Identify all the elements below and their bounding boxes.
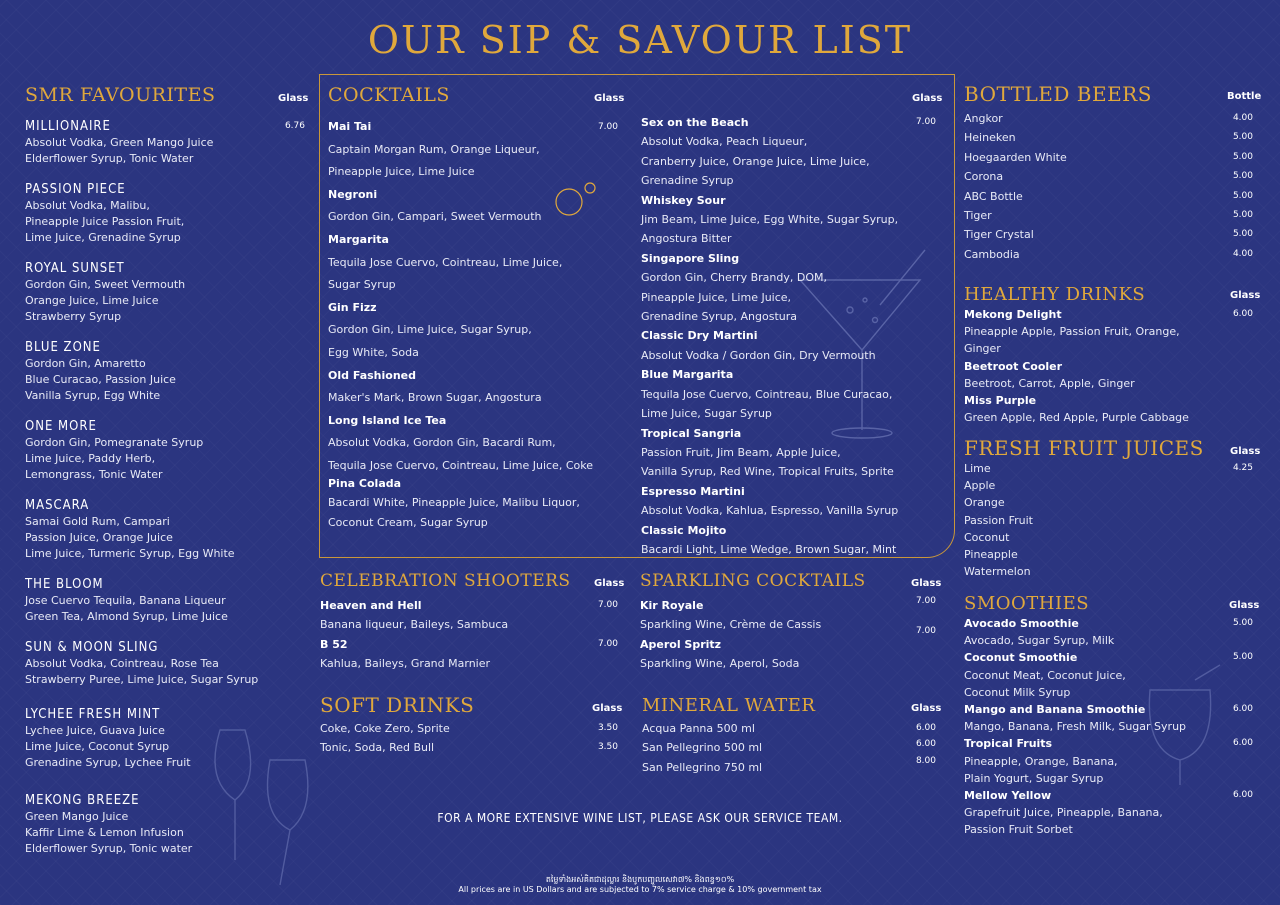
cocktail-ingredients: Jim Beam, Lime Juice, Egg White, Sugar Syrup, — [641, 213, 899, 227]
cocktail-item — [641, 249, 936, 327]
cocktail-item — [328, 184, 618, 229]
shooter-name: Heaven and Hell — [320, 599, 422, 612]
favourite-item — [25, 419, 305, 482]
mineral-water-title: MINERAL WATER — [642, 695, 816, 716]
beer-name: ABC Bottle — [964, 189, 1023, 203]
cocktail-ingredients: Egg White, Soda — [328, 345, 419, 359]
cocktail-ingredients: Bacardi White, Pineapple Juice, Malibu Liquor, — [328, 496, 580, 510]
juice-item — [964, 546, 1253, 563]
sparkling-unit: Glass — [911, 578, 942, 589]
beer-name: Tiger — [964, 209, 992, 223]
favourite-line: Lemongrass, Tonic Water — [25, 467, 163, 481]
favourite-line: Passion Juice, Orange Juice — [25, 530, 173, 544]
favourite-name: BLUE ZONE — [25, 340, 101, 355]
favourites-unit: Glass — [278, 93, 309, 104]
shooters-title: CELEBRATION SHOOTERS — [320, 571, 571, 591]
cocktail-name: Negroni — [328, 187, 378, 201]
favourite-line: Jose Cuervo Tequila, Banana Liqueur — [25, 594, 226, 607]
cocktail-ingredients: Bacardi Light, Lime Wedge, Brown Sugar, Mint — [641, 542, 897, 556]
sparkling-title: SPARKLING COCKTAILS — [640, 571, 866, 591]
cocktail-name: Old Fashioned — [328, 368, 416, 382]
cocktail-item — [328, 474, 618, 532]
mineral-name: Acqua Panna 500 ml — [642, 722, 755, 735]
favourite-line: Kaffir Lime & Lemon Infusion — [25, 825, 184, 839]
soft-drinks-title: SOFT DRINKS — [320, 693, 475, 717]
favourite-item — [25, 340, 305, 403]
cocktail-name: Espresso Martini — [641, 484, 745, 498]
beer-price: 5.00 — [1232, 171, 1253, 182]
smoothie-price: 6.00 — [1232, 738, 1253, 749]
favourite-line: Lime Juice, Turmeric Syrup, Egg White — [25, 546, 235, 560]
smoothie-price: 5.00 — [1232, 652, 1253, 663]
favourite-name: PASSION PIECE — [25, 182, 126, 197]
favourite-line: Orange Juice, Lime Juice — [25, 293, 159, 307]
healthy-drinks-title: HEALTHY DRINKS — [964, 284, 1146, 305]
soft-drinks-list — [320, 719, 618, 758]
cocktail-item — [641, 521, 936, 560]
beer-item — [964, 148, 1253, 167]
favourite-line: Gordon Gin, Amaretto — [25, 357, 146, 370]
beer-item — [964, 187, 1253, 206]
favourite-line: Lime Juice, Paddy Herb, — [25, 451, 156, 465]
favourite-line: Pineapple Juice Passion Fruit, — [25, 214, 185, 228]
juices-unit: Glass — [1230, 446, 1261, 457]
cocktail-name: Singapore Sling — [641, 251, 740, 265]
cocktail-ingredients: Absolut Vodka, Gordon Gin, Bacardi Rum, — [328, 436, 556, 450]
smoothie-item — [964, 735, 1253, 787]
cocktail-item — [641, 424, 936, 482]
shooter-price: 7.00 — [597, 638, 618, 649]
smoothie-ingredients: Plain Yogurt, Sugar Syrup — [964, 771, 1104, 785]
cocktails-left-column — [328, 116, 618, 478]
cocktail-ingredients: Absolut Vodka / Gordon Gin, Dry Vermouth — [641, 348, 876, 362]
cocktail-price: 7.00 — [915, 117, 936, 127]
healthy-name: Mekong Delight — [964, 308, 1062, 321]
favourite-line: Grenadine Syrup, Lychee Fruit — [25, 755, 191, 769]
beer-name: Cambodia — [964, 247, 1020, 261]
juice-item — [964, 529, 1253, 546]
cocktail-item — [328, 297, 618, 365]
beer-item — [964, 167, 1253, 186]
smoothie-name: Tropical Fruits — [964, 737, 1053, 751]
cocktail-item — [641, 365, 936, 423]
favourite-name: MASCARA — [25, 498, 90, 513]
cocktail-ingredients: Vanilla Syrup, Red Wine, Tropical Fruits, Sprite — [641, 465, 894, 479]
cocktail-price: 7.00 — [597, 122, 618, 132]
favourite-item — [25, 640, 305, 688]
cocktail-ingredients: Pineapple Juice, Lime Juice — [328, 165, 475, 179]
beer-name: Angkor — [964, 112, 1003, 125]
cocktails-title: COCKTAILS — [328, 84, 450, 106]
favourite-line: Vanilla Syrup, Egg White — [25, 388, 161, 402]
healthy-drinks-list — [964, 306, 1253, 426]
healthy-item — [964, 306, 1253, 358]
shooter-name: B 52 — [320, 637, 348, 651]
sparkling-ingredients: Sparkling Wine, Aperol, Soda — [640, 657, 800, 671]
smoothie-item — [964, 649, 1253, 701]
healthy-ingredients: Beetroot, Carrot, Apple, Ginger — [964, 376, 1135, 390]
beer-name: Heineken — [964, 131, 1016, 145]
cocktail-ingredients: Tequila Jose Cuervo, Cointreau, Lime Juice, Coke — [328, 458, 593, 472]
juice-name: Lime — [964, 462, 991, 475]
cocktails-unit-right: Glass — [912, 93, 943, 104]
cocktail-ingredients: Cranberry Juice, Orange Juice, Lime Juice, — [641, 154, 870, 168]
beer-item — [964, 206, 1253, 225]
cocktail-item — [641, 191, 936, 249]
healthy-item — [964, 392, 1253, 426]
cocktails-unit-left: Glass — [594, 93, 625, 104]
shooter-item — [320, 596, 618, 635]
juice-name: Passion Fruit — [964, 513, 1033, 527]
beer-item — [964, 245, 1253, 264]
cocktails-right-column — [641, 113, 936, 559]
favourite-line: Blue Curacao, Passion Juice — [25, 372, 176, 386]
juices-list — [964, 460, 1253, 580]
cocktail-name: Long Island Ice Tea — [328, 413, 447, 427]
favourite-line: Samai Gold Rum, Campari — [25, 515, 170, 528]
favourite-line: Strawberry Puree, Lime Juice, Sugar Syrup — [25, 672, 259, 686]
sparkling-name: Aperol Spritz — [640, 637, 722, 651]
cocktail-name: Classic Dry Martini — [641, 329, 758, 343]
favourite-item — [25, 577, 305, 625]
cocktail-ingredients: Absolut Vodka, Peach Liqueur, — [641, 135, 808, 149]
soft-drink-name: Tonic, Soda, Red Bull — [320, 741, 435, 755]
favourite-item — [25, 707, 305, 770]
cocktail-ingredients: Pineapple Juice, Lime Juice, — [641, 290, 792, 304]
juice-name: Coconut — [964, 530, 1010, 544]
cocktail-name: Classic Mojito — [641, 523, 727, 537]
soft-drink-name: Coke, Coke Zero, Sprite — [320, 722, 450, 735]
cocktail-ingredients: Absolut Vodka, Kahlua, Espresso, Vanilla Syrup — [641, 504, 899, 518]
soft-drink-item — [320, 719, 618, 738]
mineral-item — [642, 738, 936, 757]
juice-price: 4.25 — [1232, 463, 1253, 473]
soft-drink-price: 3.50 — [597, 742, 618, 753]
cocktail-ingredients: Captain Morgan Rum, Orange Liqueur, — [328, 142, 540, 156]
favourite-item — [25, 498, 305, 561]
beers-list — [964, 109, 1253, 264]
beer-price: 4.00 — [1232, 113, 1253, 123]
cocktail-ingredients: Sugar Syrup — [328, 278, 396, 292]
mineral-water-unit: Glass — [911, 703, 942, 714]
smoothies-title: SMOOTHIES — [964, 593, 1090, 614]
favourite-line: Lime Juice, Coconut Syrup — [25, 739, 170, 753]
beer-item — [964, 109, 1253, 128]
juice-name: Pineapple — [964, 548, 1018, 562]
cocktail-ingredients: Gordon Gin, Cherry Brandy, DOM, — [641, 271, 827, 285]
menu-title: OUR SIP & SAVOUR LIST — [367, 18, 913, 62]
favourite-line: Green Tea, Almond Syrup, Lime Juice — [25, 609, 228, 623]
smoothie-ingredients: Coconut Meat, Coconut Juice, — [964, 668, 1126, 682]
juices-title: FRESH FRUIT JUICES — [964, 436, 1204, 460]
healthy-name: Miss Purple — [964, 394, 1037, 408]
favourite-line: Elderflower Syrup, Tonic water — [25, 841, 193, 855]
soft-drinks-unit: Glass — [592, 703, 623, 714]
mineral-item — [642, 719, 936, 738]
favourite-line: Lime Juice, Grenadine Syrup — [25, 230, 181, 244]
cocktail-name: Tropical Sangria — [641, 426, 742, 440]
smoothie-item — [964, 701, 1253, 735]
cocktail-ingredients: Angostura Bitter — [641, 232, 732, 246]
favourite-line: Strawberry Syrup — [25, 309, 122, 323]
smoothie-ingredients: Coconut Milk Syrup — [964, 685, 1071, 699]
juice-item — [964, 563, 1253, 580]
favourite-line: Absolut Vodka, Cointreau, Rose Tea — [25, 657, 219, 670]
favourite-name: LYCHEE FRESH MINT — [25, 707, 161, 722]
favourite-line: Elderflower Syrup, Tonic Water — [25, 151, 194, 165]
cocktails-left-column-tail — [328, 474, 618, 532]
smoothie-name: Mango and Banana Smoothie — [964, 703, 1146, 717]
juice-name: Watermelon — [964, 565, 1031, 579]
mineral-price: 8.00 — [915, 755, 936, 766]
sparkling-price: 7.00 — [915, 596, 936, 606]
cocktail-ingredients: Grenadine Syrup — [641, 174, 734, 188]
shooter-ingredients: Kahlua, Baileys, Grand Marnier — [320, 657, 491, 671]
smoothie-price: 6.00 — [1232, 704, 1253, 715]
shooter-price: 7.00 — [597, 600, 618, 610]
juice-name: Apple — [964, 479, 996, 493]
favourite-line: Absolut Vodka, Malibu, — [25, 199, 150, 212]
smoothie-item — [964, 615, 1253, 649]
smoothie-name: Avocado Smoothie — [964, 617, 1079, 630]
smoothie-ingredients: Avocado, Sugar Syrup, Milk — [964, 634, 1115, 648]
cocktail-name: Gin Fizz — [328, 300, 377, 314]
beer-name: Tiger Crystal — [964, 228, 1034, 242]
healthy-item — [964, 358, 1253, 392]
shooters-unit: Glass — [594, 578, 625, 589]
shooters-list — [320, 596, 618, 674]
beer-price: 5.00 — [1232, 229, 1253, 240]
sparkling-price: 7.00 — [915, 625, 936, 636]
beer-item — [964, 225, 1253, 244]
sparkling-item — [640, 596, 936, 635]
price-disclaimer: All prices are in US Dollars and are subjected to 7% service charge & 10% government tax — [458, 885, 822, 894]
favourite-price: 6.76 — [284, 121, 305, 131]
beer-price: 5.00 — [1232, 190, 1253, 201]
favourite-line: Gordon Gin, Pomegranate Syrup — [25, 436, 204, 449]
wine-list-note: FOR A MORE EXTENSIVE WINE LIST, PLEASE ASK OUR SERVICE TEAM. — [437, 811, 843, 825]
healthy-ingredients: Pineapple Apple, Passion Fruit, Orange, — [964, 325, 1180, 339]
favourite-item — [25, 182, 305, 245]
juice-item — [964, 477, 1253, 494]
smoothies-list — [964, 615, 1253, 839]
healthy-name: Beetroot Cooler — [964, 359, 1063, 373]
cocktail-name: Blue Margarita — [641, 368, 734, 382]
cocktail-name: Pina Colada — [328, 477, 402, 490]
smoothies-unit: Glass — [1229, 600, 1260, 611]
beers-unit: Bottle — [1227, 91, 1262, 102]
sparkling-list — [640, 596, 936, 674]
juice-item — [964, 460, 1253, 477]
favourite-name: ONE MORE — [25, 419, 97, 434]
cocktail-item — [328, 365, 618, 410]
juice-item — [964, 494, 1253, 511]
cocktail-ingredients: Coconut Cream, Sugar Syrup — [328, 515, 488, 529]
smoothie-price: 5.00 — [1232, 618, 1253, 628]
favourite-name: MILLIONAIRE — [25, 119, 111, 134]
healthy-drinks-unit: Glass — [1230, 290, 1261, 301]
favourite-name: THE BLOOM — [25, 577, 104, 592]
cocktail-ingredients: Lime Juice, Sugar Syrup — [641, 407, 772, 421]
healthy-ingredients: Ginger — [964, 342, 1001, 356]
mineral-price: 6.00 — [915, 723, 936, 733]
favourite-line: Lychee Juice, Guava Juice — [25, 724, 165, 737]
smoothie-ingredients: Passion Fruit Sorbet — [964, 823, 1073, 837]
cocktail-item — [328, 116, 618, 184]
cocktail-item — [641, 113, 936, 191]
cocktail-ingredients: Maker's Mark, Brown Sugar, Angostura — [328, 391, 542, 405]
mineral-name: San Pellegrino 750 ml — [642, 760, 763, 774]
mineral-price: 6.00 — [915, 739, 936, 750]
cocktail-name: Margarita — [328, 232, 389, 246]
cocktail-item — [328, 229, 618, 297]
cocktail-ingredients: Tequila Jose Cuervo, Cointreau, Lime Juice, — [328, 255, 563, 269]
smoothie-name: Mellow Yellow — [964, 789, 1052, 803]
beers-title: BOTTLED BEERS — [964, 82, 1152, 106]
cocktail-name: Mai Tai — [328, 120, 372, 133]
smoothie-name: Coconut Smoothie — [964, 651, 1078, 665]
smoothie-item — [964, 787, 1253, 839]
cocktail-item — [328, 410, 618, 478]
beer-name: Hoegaarden White — [964, 150, 1067, 164]
favourite-line: Absolut Vodka, Green Mango Juice — [25, 136, 214, 149]
favourite-name: ROYAL SUNSET — [25, 261, 125, 276]
juice-item — [964, 512, 1253, 529]
beer-price: 5.00 — [1232, 151, 1253, 162]
beer-price: 4.00 — [1232, 248, 1253, 259]
favourite-name: MEKONG BREEZE — [25, 793, 140, 808]
beer-price: 5.00 — [1232, 132, 1253, 143]
mineral-item — [642, 755, 936, 777]
soft-drink-item — [320, 738, 618, 757]
khmer-price-note: តម្លៃទាំងអស់គិតជាដុល្លារ និងបូកបញ្ចូលសេវា៧% និងពន្ធ១០% — [545, 875, 735, 884]
cocktail-ingredients: Gordon Gin, Campari, Sweet Vermouth — [328, 210, 542, 224]
smoothie-price: 6.00 — [1232, 790, 1253, 801]
soft-drink-price: 3.50 — [597, 723, 618, 733]
smoothie-ingredients: Grapefruit Juice, Pineapple, Banana, — [964, 806, 1163, 820]
shooter-ingredients: Banana liqueur, Baileys, Sambuca — [320, 618, 509, 632]
favourite-item — [25, 261, 305, 324]
smoothie-ingredients: Pineapple, Orange, Banana, — [964, 754, 1118, 768]
cocktail-item — [641, 482, 936, 521]
favourite-line: Green Mango Juice — [25, 810, 129, 823]
favourite-name: SUN & MOON SLING — [25, 640, 159, 655]
smoothie-ingredients: Mango, Banana, Fresh Milk, Sugar Syrup — [964, 720, 1187, 734]
healthy-ingredients: Green Apple, Red Apple, Purple Cabbage — [964, 411, 1189, 425]
favourite-item — [25, 793, 305, 856]
beer-price: 5.00 — [1232, 210, 1253, 221]
cocktail-name: Whiskey Sour — [641, 193, 726, 207]
shooter-item — [320, 635, 618, 674]
mineral-water-list — [642, 719, 936, 777]
favourite-line: Gordon Gin, Sweet Vermouth — [25, 278, 186, 291]
favourites-title: SMR FAVOURITES — [25, 84, 216, 106]
beer-item — [964, 128, 1253, 147]
cocktail-name: Sex on the Beach — [641, 116, 749, 129]
cocktail-ingredients: Passion Fruit, Jim Beam, Apple Juice, — [641, 445, 841, 459]
cocktail-ingredients: Tequila Jose Cuervo, Cointreau, Blue Curacao, — [641, 387, 893, 401]
beer-name: Corona — [964, 170, 1004, 184]
cocktail-ingredients: Gordon Gin, Lime Juice, Sugar Syrup, — [328, 323, 532, 337]
juice-name: Orange — [964, 496, 1005, 510]
sparkling-ingredients: Sparkling Wine, Crème de Cassis — [640, 618, 822, 632]
healthy-price: 6.00 — [1232, 309, 1253, 319]
cocktail-item — [641, 326, 936, 365]
cocktail-ingredients: Grenadine Syrup, Angostura — [641, 310, 798, 324]
sparkling-name: Kir Royale — [640, 599, 704, 612]
favourite-item — [25, 119, 305, 167]
mineral-name: San Pellegrino 500 ml — [642, 741, 763, 755]
